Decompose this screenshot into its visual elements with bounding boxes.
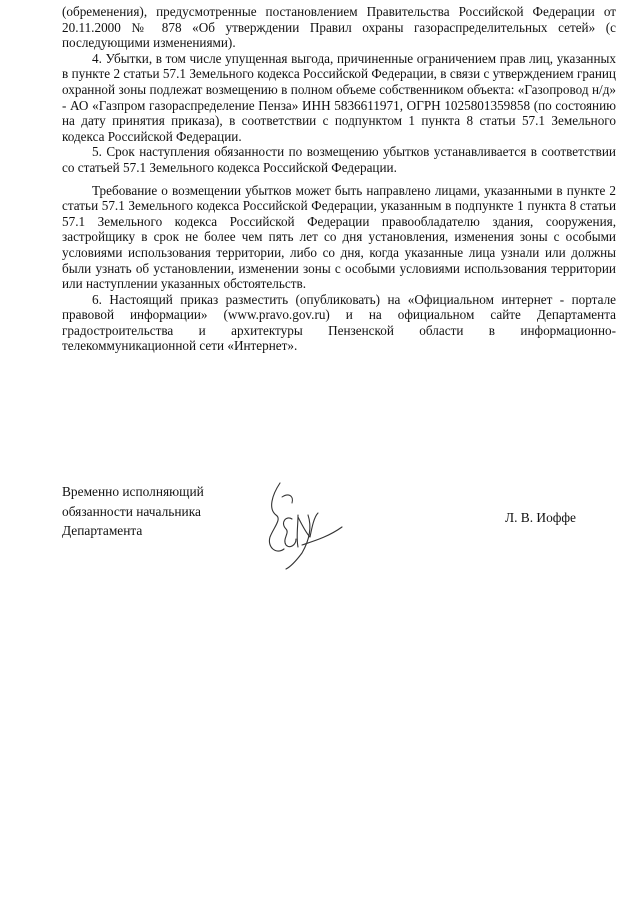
document-body: [62, 4, 616, 354]
paragraph-5-srok: 5. Срок наступления обязанности по возмещению убытков устанавливается в соответствии со статьей 57.1 Земельного кодекса Российской Федерации.: [62, 144, 616, 175]
position-line: Временно исполняющий: [62, 484, 204, 499]
signatory-name: Л. В. Иоффе: [505, 510, 576, 525]
paragraph-gap: [62, 176, 616, 183]
paragraph-4-ubytki: 4. Убытки, в том числе упущенная выгода, причиненные ограничением прав лиц, указанных в пункте 2 статьи 57.1 Земельного кодекса Российской Федерации, в связи с утверждением границ охранной зоны подлежат возмещению в полном объеме собственником объекта: «Газопровод н/д» - АО «Газпром газораспределение Пенза» ИНН 5836611971, ОГРН 1025801359858 (по состоянию на дату принятия приказа), в соответствии с подпунктом 1 пункта 8 статьи 57.1 Земельного кодекса Российской Федерации.: [62, 50, 616, 144]
signatory-position: [62, 482, 204, 541]
position-line: обязанности начальника: [62, 503, 201, 519]
paragraph-6-publikaciya: 6. Настоящий приказ разместить (опубликовать) на «Официальном интернет - портале правовой информации» (www.pravo.gov.ru) и на официальном сайте Департамента градостроительства и архитектуры Пензенской области в информационно-телекоммуникационной сети «Интернет».: [62, 291, 616, 354]
position-line: Департамента: [62, 523, 143, 538]
handwritten-signature: [262, 475, 344, 570]
paragraph-obremeneniya: (обременения), предусмотренные постановлением Правительства Российской Федерации от 20.11.2000 № 878 «Об утверждении Правил охраны газораспределительных сетей» (с последующими изменениями).: [62, 4, 616, 51]
paragraph-trebovanie: Требование о возмещении убытков может быть направлено лицами, указанными в пункте 2 статьи 57.1 Земельного кодекса Российской Федерации, указанным в подпункте 1 пункта 8 статьи 57.1 Земельного кодекса Российской Федерации правообладателю здания, сооружения, застройщику в срок не более чем пять лет со дня установления, изменения зоны с особыми условиями использования территории, либо со дня, когда указанные лица узнали или должны были узнать об установлении, изменении зоны с особыми условиями использования территории или наступлении указанных обстоятельств.: [62, 182, 616, 292]
